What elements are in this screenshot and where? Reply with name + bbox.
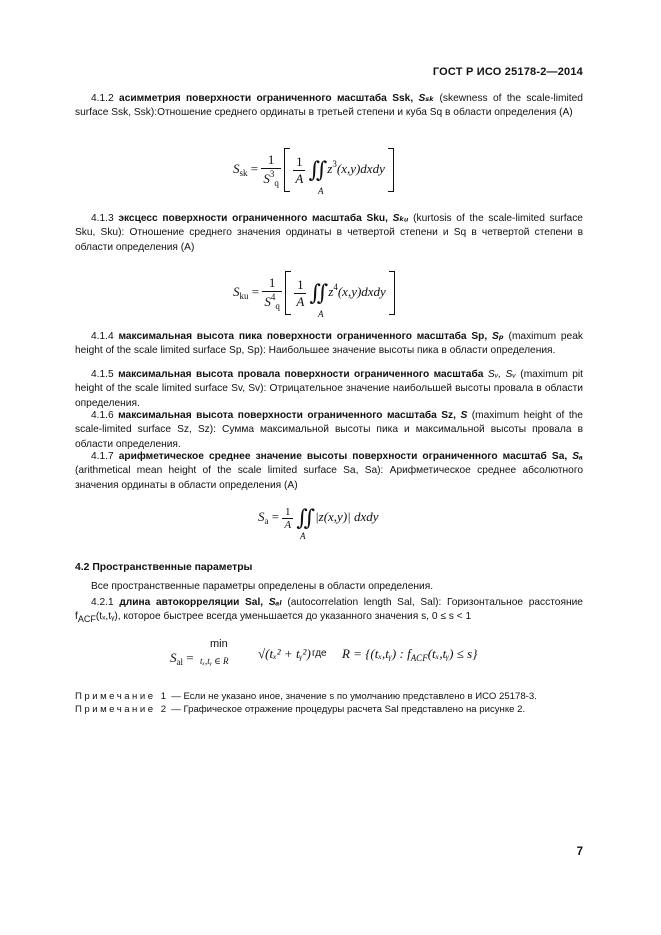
- integral-domain: A: [318, 309, 324, 319]
- min-domain: tₓ,tᵧ ∈ R: [200, 656, 229, 666]
- fraction-outer: $\frac{1}{S^4_q}$: [264, 275, 280, 311]
- formula-lhs-sub: sk: [239, 167, 248, 178]
- formula-sku: $S_{ku}$ = $\frac{1}{S^4_q}$ $\frac{1}{A}$ $∬z^4(x,y)dxdy$ A: [233, 271, 395, 315]
- note-2: Примечание 2 — Графическое отражение процедуры расчета Sal представлено на рисунке 2.: [75, 704, 526, 715]
- symbol: Sₛₖ: [418, 93, 435, 104]
- section-heading: 4.2 Пространственные параметры: [75, 562, 253, 573]
- right-bracket: [388, 148, 394, 192]
- paragraph-4-1-5: 4.1.5 максимальная высота провала поверхности ограниченного масштаба Sᵥ, Sᵥ (maximum pit height of the scale limited surface Sv, Sv): Отрицательное значение наибольшей высоты провала в области определения.: [75, 369, 583, 409]
- paragraph-4-2: Все пространственные параметры определены в области определения.: [91, 581, 434, 592]
- clause-number: 4.1.3: [91, 213, 114, 224]
- double-integral: ∬: [309, 280, 329, 305]
- where-label: где: [312, 648, 327, 659]
- note-1: Примечание 1 — Если не указано иное, значение s по умолчанию представлено в ИСО 25178-3.: [75, 691, 537, 702]
- term: эксцесс поверхности ограниченного масштаба Sku,: [118, 213, 388, 224]
- integral-domain: A: [300, 531, 306, 541]
- standard-header: ГОСТ Р ИСО 25178-2—2014: [432, 66, 583, 78]
- clause-number: 4.1.2: [91, 93, 114, 104]
- radical: √(tₓ² + tᵧ²): [258, 646, 311, 661]
- right-bracket: [389, 271, 395, 315]
- formula-sal: $S_{al}$ = min tₓ,tᵧ ∈ R √(tₓ² + tᵧ²) где R = {(tₓ,tᵧ) : $f_{ACF}(t_x,tᵧ) \le s$}: [170, 638, 478, 667]
- paragraph-4-1-2: [75, 92, 583, 121]
- formula-lhs: S: [233, 160, 240, 176]
- paragraph-4-1-4: 4.1.4 максимальная высота пика поверхности ограниченного масштаба Sp, Sₚ (maximum peak height of the scale limited surface Sp, Sp): Наибольшее значение высоты пика в области определения.: [75, 331, 583, 357]
- left-bracket: [284, 148, 290, 192]
- definition: (skewness of the scale-limited surface Ssk, Ssk):Отношение среднего ординаты в третьей степени и куба Sq в области определения (A): [75, 93, 583, 119]
- term: асимметрия поверхности ограниченного масштаба Ssk,: [119, 93, 414, 104]
- page-number: 7: [576, 846, 583, 858]
- min-operator: min: [210, 638, 228, 650]
- paragraph-4-1-6: 4.1.6 максимальная высота поверхности ограниченного масштаба Sz, S (maximum height of the scale-limited surface Sz, Sz): Сумма максимальной высоты пика и максимальной высоты провала в области определения.: [75, 410, 583, 450]
- integral-domain: A: [318, 186, 324, 196]
- fraction-outer: $\frac{1}{S^3_q}$: [263, 152, 279, 188]
- fraction: $\frac{1}{A}$: [284, 505, 292, 531]
- r-definition: R = {(tₓ,tᵧ) : $f_{ACF}(t_x,tᵧ) \le s$}: [342, 646, 478, 663]
- formula-sa: $S_a$ = $\frac{1}{A}$ ∬|z(x,y)| dxdy A: [258, 505, 379, 541]
- paragraph-4-1-7: 4.1.7 арифметическое среднее значение высоты поверхности ограниченного масштаб Sa, Sₐ (arithmetical mean height of the scale limited surface Sa, Sa): Арифметическое среднее абсолютного значения ординаты в области определения (A): [75, 451, 583, 491]
- definition: (kurtosis of the scale-limited surface Sku, Sku): Отношение среднего значения ординаты в четвертой степени и Sq в четвертой степени в области определения (A): [75, 213, 583, 253]
- fraction-inner: $\frac{1}{A}$: [296, 276, 305, 309]
- double-integral: ∬: [308, 157, 328, 182]
- fraction-inner: $\frac{1}{A}$: [295, 153, 304, 186]
- double-integral: ∬: [296, 505, 316, 530]
- symbol: Sₖᵤ: [392, 213, 409, 224]
- formula-ssk: $S_{sk}$ = $\frac{1}{S^3_q}$ $\frac{1}{A}$ $∬z^3(x,y)dxdy$ A: [233, 148, 394, 192]
- paragraph-4-1-3: [75, 212, 583, 255]
- left-bracket: [285, 271, 291, 315]
- paragraph-4-2-1: 4.2.1 длина автокорреляции Sal, Sₐₗ (autocorrelation length Sal, Sal): Горизонтальное расстояние fACF(tₓ,tᵧ), которое быстрее всегда уменьшается до указанного значения s, 0 ≤ s < 1: [75, 597, 583, 625]
